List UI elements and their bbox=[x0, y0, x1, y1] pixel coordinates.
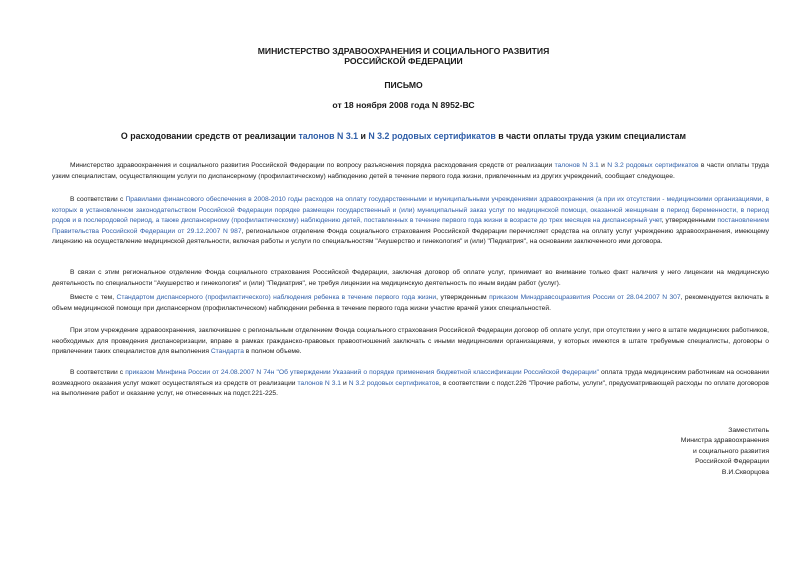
paragraph-text: в полном объеме. bbox=[243, 348, 302, 356]
paragraph-text: Министерство здравоохранения и социального развития Российской Федерации по вопросу разъяснения порядка расходования средств от реализации bbox=[70, 162, 555, 169]
paragraph-text: , рекомендуется включать в объем медицинской помощи при диспансерном (профилактическом) наблюдении ребенка в течение первого года жизни участие врачей узких специальностей. bbox=[52, 294, 769, 312]
paragraph-text: В соответствии с bbox=[70, 369, 126, 376]
paragraph-5 bbox=[52, 326, 769, 358]
subject-text: и bbox=[358, 131, 369, 141]
paragraph-1 bbox=[52, 161, 769, 182]
paragraph-2 bbox=[52, 195, 769, 248]
link-talon-3-2[interactable]: N 3.2 родовых сертификатов bbox=[348, 379, 439, 387]
subject-text: в части оплаты труда узким специалистам bbox=[495, 131, 687, 141]
subject-text: О расходовании средств от реализации bbox=[120, 131, 299, 141]
document-subject bbox=[0, 131, 807, 141]
signatory-name: В.И.Скворцова bbox=[721, 468, 769, 476]
paragraph-text: , утвержденными bbox=[661, 217, 718, 225]
paragraph-text: При этом учреждение здравоохранения, заключившее с региональным отделением Фонда социального страхования Российской Федерации договор об оплате услуг, при отсутствии у него в штате медицинских работников, необходимых для проведения диспансеризации, вправе в рамках гражданско-правовых правоотношений заключать с иными медицинскими организациями, у которых имеются в штате требуемые специалисты, договоры о привлечении таких специалистов для выполнения bbox=[52, 327, 769, 356]
paragraph-text: и bbox=[598, 162, 608, 169]
subject-link-talon-3-2[interactable]: N 3.2 родовых сертификатов bbox=[368, 131, 496, 141]
link-minfin-order-74n[interactable]: приказом Минфина России от 24.08.2007 N 74н "Об утверждении Указаний о порядке применения бюджетной классификации Российской Федерации" bbox=[125, 369, 599, 376]
paragraph-text: В соответствии с bbox=[70, 196, 126, 203]
paragraph-6 bbox=[52, 368, 769, 400]
document-date-number: от 18 ноября 2008 года N 8952-ВС bbox=[332, 100, 475, 110]
link-standard[interactable]: Стандарта bbox=[210, 348, 244, 356]
signature-line: и социального развития bbox=[692, 447, 769, 455]
ministry-title bbox=[0, 46, 807, 66]
link-financing-rules[interactable]: Правилами финансового обеспечения в 2008-2010 годы расходов на оплату государственными и муниципальными учреждениями здравоохранения (а при их отсутствии - медицинскими организациями, в которых в установленном законодательством Российской Федерации порядке размещен государственный и (или) муниципальный заказ услуг по медицинской помощи, оказанной женщинам в период беременности, в период родов и в послеродовой период, а также диспансерному (профилактическому) наблюдению детей, поставленных в течение первого года жизни в возрасте до трех месяцев на диспансерный учет bbox=[52, 196, 769, 225]
signature-line: Российской Федерации bbox=[695, 458, 769, 466]
ministry-line-1: МИНИСТЕРСТВО ЗДРАВООХРАНЕНИЯ И СОЦИАЛЬНОГО РАЗВИТИЯ bbox=[257, 46, 550, 56]
document-type: ПИСЬМО bbox=[384, 80, 423, 90]
paragraph-text: оплата труда медицинским работникам на основании возмездного оказания услуг может осуществляться из средств от реализации bbox=[52, 369, 770, 387]
subject-link-talon-3-1[interactable]: талонов N 3.1 bbox=[298, 131, 359, 141]
signature-block bbox=[681, 426, 769, 478]
ministry-line-2: РОССИЙСКОЙ ФЕДЕРАЦИИ bbox=[344, 56, 463, 66]
paragraph-text: , региональное отделение Фонда социального страхования Российской Федерации перечисляет средства на оплату услуг учреждению здравоохранения, имеющему лицензию на осуществление медицинской деятельности, включая работы и услуги по специальностям "Акушерство и гинекология" и (или) "Педиатрия", на основании заключенного ими договора. bbox=[52, 227, 769, 246]
link-order-307[interactable]: приказом Минздравсоцразвития России от 28.04.2007 N 307 bbox=[489, 294, 681, 301]
paragraph-3 bbox=[52, 268, 769, 289]
paragraph-text: В связи с этим региональное отделение Фонда социального страхования Российской Федерации, заключая договор об оплате услуг, принимает во внимание только факт наличия у него лицензии на медицинскую деятельность по специальности "Акушерство и гинекология" и (или) "Педиатрия", не требуя лицензии на медицинскую деятельность по иным видам работ (услуг). bbox=[52, 269, 769, 287]
paragraph-text: Вместе с тем, bbox=[70, 294, 117, 301]
link-talon-3-1[interactable]: талонов N 3.1 bbox=[297, 379, 341, 387]
link-talon-3-2[interactable]: N 3.2 родовых сертификатов bbox=[607, 162, 699, 169]
paragraph-text: и bbox=[341, 379, 349, 387]
paragraph-text: , утвержденным bbox=[436, 294, 490, 301]
signature-line: Заместитель bbox=[728, 427, 769, 434]
paragraph-text: , в соответствии с подст.226 "Прочие работы, услуги", предусматривающей расходы по оплате договоров на выполнение работ и оказание услуг, не отнесенных на подст.221-225. bbox=[52, 379, 769, 398]
paragraph-4 bbox=[52, 293, 769, 314]
link-government-resolution-987[interactable]: постановлением Правительства Российской Федерации от 29.12.2007 N 987 bbox=[52, 217, 769, 235]
link-observation-standard[interactable]: Стандартом диспансерного (профилактического) наблюдения ребенка в течение первого года жизни bbox=[116, 294, 437, 301]
paragraph-text: в части оплаты труда узким специалистам, осуществляющим услуги по диспансерному (профилактическому) наблюдению детей в течение первого года жизни, привлеченным из других учреждений, сообщает следующее. bbox=[52, 162, 769, 180]
link-talon-3-1[interactable]: талонов N 3.1 bbox=[554, 162, 599, 169]
signature-line: Министра здравоохранения bbox=[680, 437, 769, 445]
